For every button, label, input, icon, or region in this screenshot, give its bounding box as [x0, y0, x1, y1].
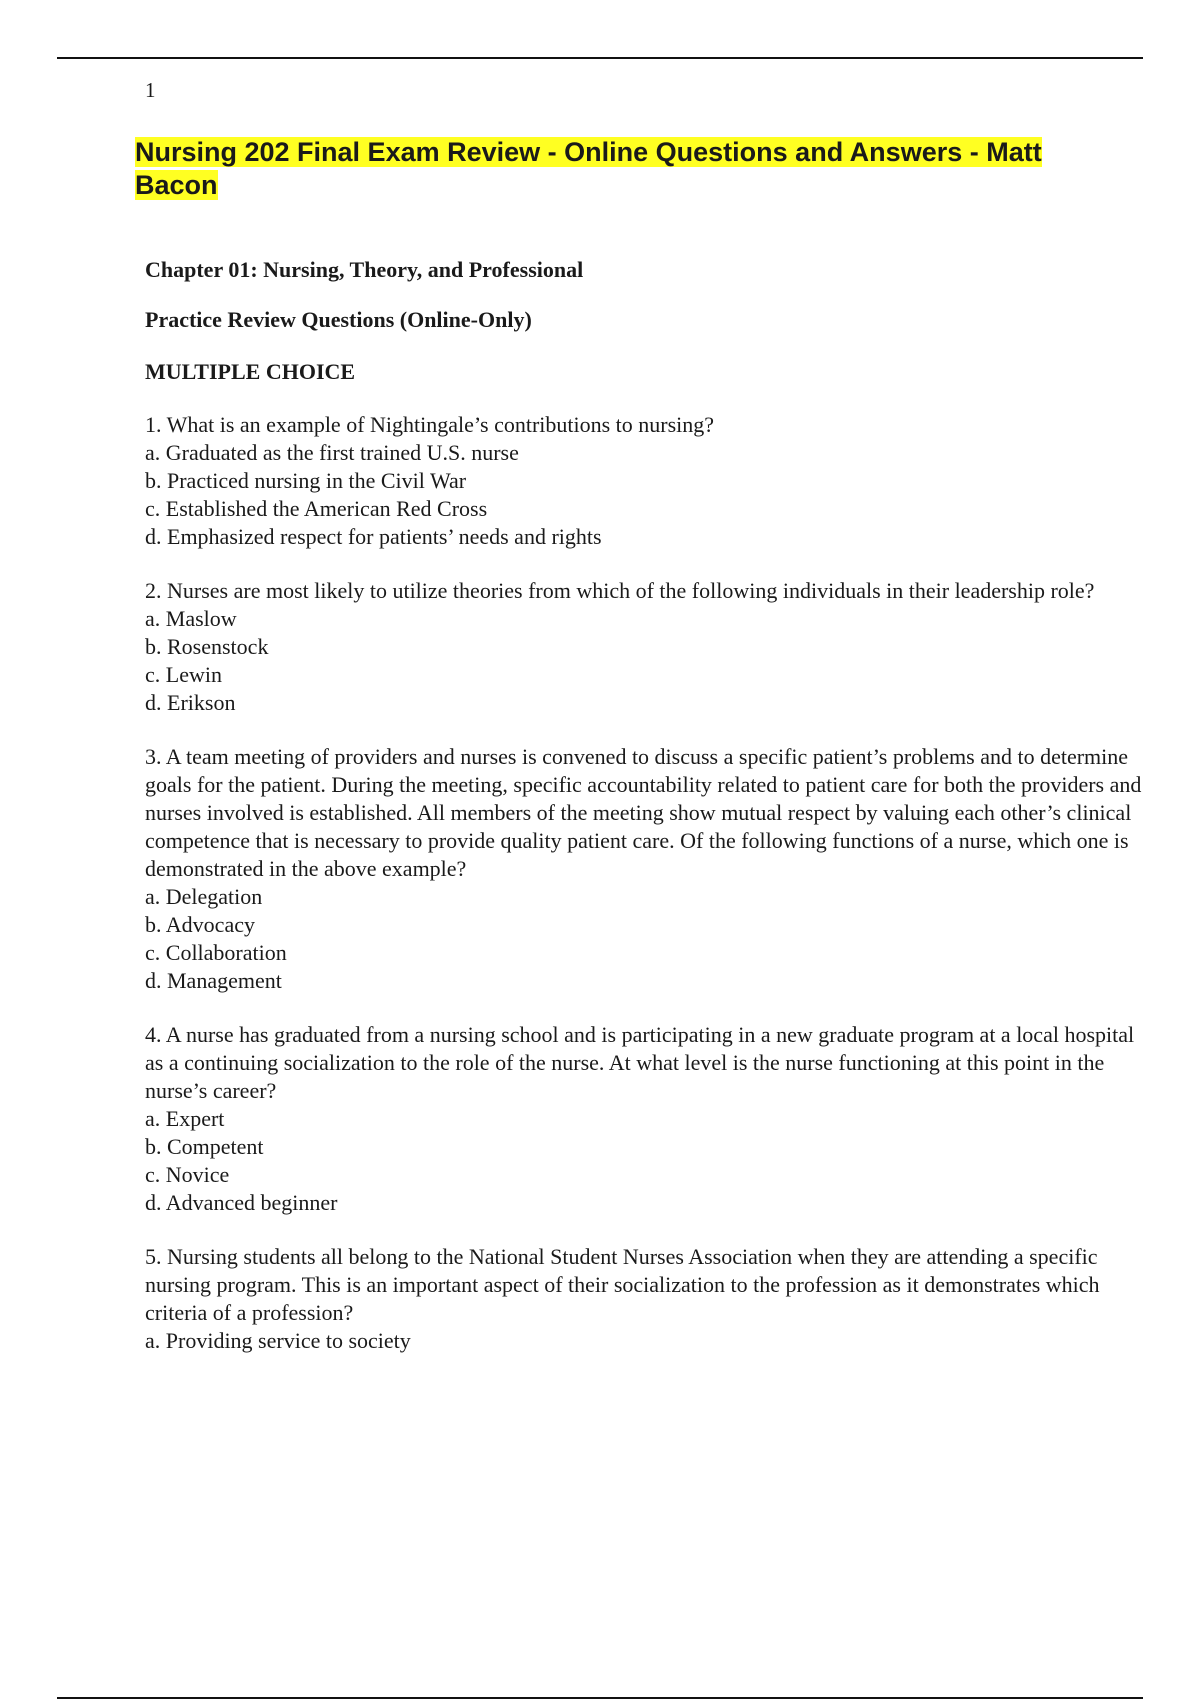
document-body	[145, 256, 1145, 1381]
question-1	[145, 411, 1145, 551]
answer-option: d. Emphasized respect for patients’ needs and rights	[145, 524, 602, 549]
chapter-heading: Chapter 01: Nursing, Theory, and Professional	[145, 257, 584, 282]
question-stem: 5. Nursing students all belong to the National Student Nurses Association when they are attending a specific nursing program. This is an important aspect of their socialization to the profession as it demonstrates which criteria of a profession?	[145, 1244, 1100, 1325]
answer-option: d. Advanced beginner	[145, 1190, 338, 1215]
answer-option: c. Established the American Red Cross	[145, 496, 488, 521]
answer-option: a. Delegation	[145, 884, 263, 909]
practice-heading: Practice Review Questions (Online-Only)	[145, 307, 532, 332]
bottom-rule	[57, 1697, 1143, 1699]
section-heading: MULTIPLE CHOICE	[145, 359, 356, 384]
answer-option: a. Maslow	[145, 606, 237, 631]
answer-option: d. Management	[145, 968, 282, 993]
answer-option: b. Competent	[145, 1134, 264, 1159]
top-rule	[57, 57, 1143, 59]
question-stem: 3. A team meeting of providers and nurses is convened to discuss a specific patient’s problems and to determine goals for the patient. During the meeting, specific accountability related to patient care for both the providers and nurses involved is established. All members of the meeting show mutual respect by valuing each other’s clinical competence that is necessary to provide quality patient care. Of the following functions of a nurse, which one is demonstrated in the above example?	[145, 744, 1142, 881]
answer-option: a. Expert	[145, 1106, 225, 1131]
document-title-text: Nursing 202 Final Exam Review - Online Questions and Answers - Matt Bacon	[135, 137, 1042, 200]
page-number: 1	[145, 78, 156, 102]
question-stem: 4. A nurse has graduated from a nursing school and is participating in a new graduate program at a local hospital as a continuing socialization to the role of the nurse. At what level is the nurse functioning at this point in the nurse’s career?	[145, 1022, 1135, 1103]
question-4	[145, 1021, 1145, 1217]
answer-option: c. Collaboration	[145, 940, 287, 965]
question-2	[145, 577, 1145, 717]
answer-option: b. Rosenstock	[145, 634, 269, 659]
question-3	[145, 743, 1145, 995]
question-stem: 1. What is an example of Nightingale’s contributions to nursing?	[145, 412, 715, 437]
answer-option: a. Providing service to society	[145, 1328, 411, 1353]
answer-option: c. Novice	[145, 1162, 230, 1187]
answer-option: b. Advocacy	[145, 912, 255, 937]
question-5	[145, 1243, 1145, 1355]
answer-option: a. Graduated as the first trained U.S. nurse	[145, 440, 519, 465]
answer-option: c. Lewin	[145, 662, 222, 687]
document-title	[135, 136, 1095, 202]
answer-option: b. Practiced nursing in the Civil War	[145, 468, 467, 493]
question-stem: 2. Nurses are most likely to utilize theories from which of the following individuals in their leadership role?	[145, 578, 1095, 603]
answer-option: d. Erikson	[145, 690, 236, 715]
